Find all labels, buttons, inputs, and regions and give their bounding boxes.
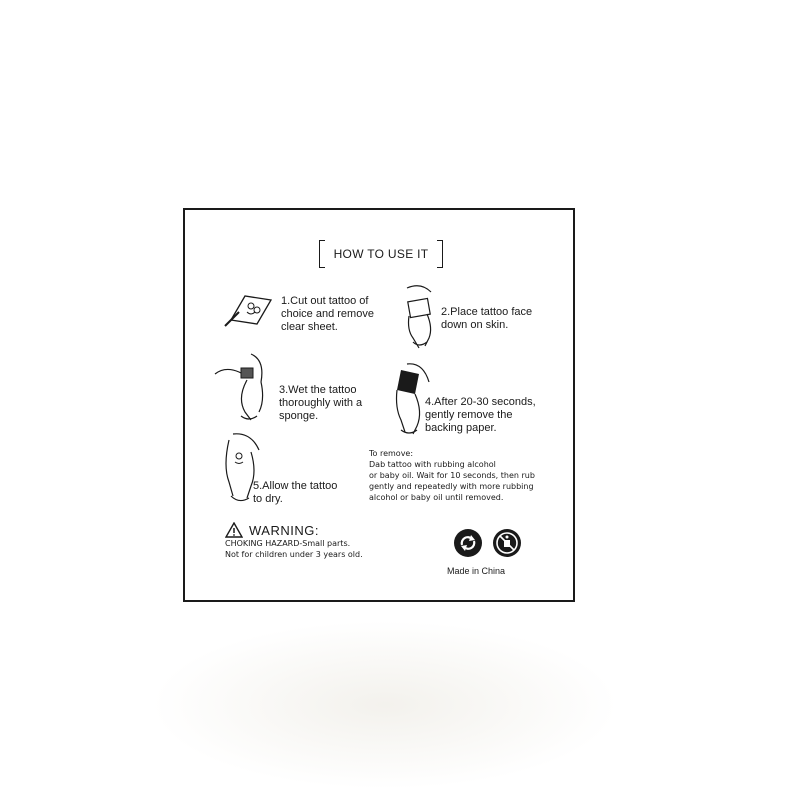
step-3-text: 3.Wet the tattoo thoroughly with a sponge. bbox=[279, 384, 363, 422]
recycle-icon bbox=[453, 528, 483, 558]
removal-instructions: To remove: Dab tattoo with rubbing alcohol or baby oil. Wait for 10 seconds, then rub gently and repeatedly with more rubbing alcohol or baby oil until removed. bbox=[369, 448, 569, 503]
origin-label: Made in China bbox=[447, 566, 506, 576]
photo-shadow bbox=[150, 620, 620, 790]
step-5-text: 5.Allow the tattoo to dry. bbox=[253, 480, 338, 505]
heading-text: HOW TO USE IT bbox=[333, 247, 429, 261]
sponge-hand-icon bbox=[211, 350, 277, 424]
heading-box bbox=[319, 240, 443, 268]
logo-row bbox=[453, 528, 522, 558]
instruction-card bbox=[183, 208, 575, 602]
warning-heading: WARNING: bbox=[249, 522, 319, 538]
knife-sheet-icon bbox=[223, 290, 275, 328]
warning-line-1: CHOKING HAZARD-Small parts. bbox=[225, 539, 351, 548]
warning-triangle-icon bbox=[225, 522, 243, 538]
hand-place-icon bbox=[401, 282, 441, 352]
removal-title: To remove: bbox=[369, 449, 414, 458]
step-4-text: 4.After 20-30 seconds, gently remove the backing paper. bbox=[425, 396, 536, 434]
heading-bracket-left bbox=[319, 240, 325, 268]
no-littering-icon bbox=[492, 528, 522, 558]
warning-block bbox=[225, 522, 425, 560]
step-1-text: 1.Cut out tattoo of choice and remove clear sheet. bbox=[281, 295, 374, 333]
warning-line-2: Not for children under 3 years old. bbox=[225, 550, 363, 559]
heading-bracket-right bbox=[437, 240, 443, 268]
step-2-text: 2.Place tattoo face down on skin. bbox=[441, 306, 533, 331]
